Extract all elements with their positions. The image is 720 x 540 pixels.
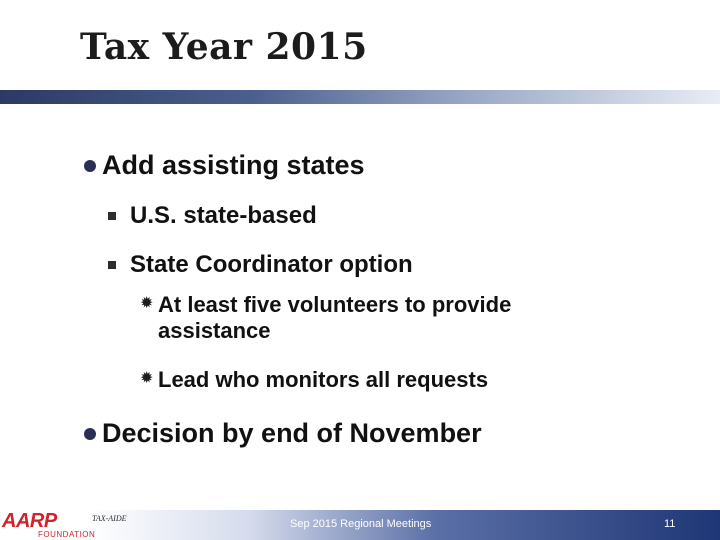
bullet-1-2-2 <box>140 367 620 393</box>
bullet-2-text: Decision by end of November <box>102 418 482 448</box>
gear-bullet-icon: ✹ <box>140 370 154 387</box>
gear-bullet-icon: ✹ <box>140 295 154 312</box>
aarp-logo: AARP <box>2 510 57 532</box>
tax-aide-label: TAX-AIDE <box>92 514 127 523</box>
bullet-1-2-2-text: Lead who monitors all requests <box>158 367 489 392</box>
page-number: 11 <box>664 518 676 530</box>
bullet-1-1 <box>108 202 317 230</box>
bullet-1-text: Add assisting states <box>102 150 365 180</box>
aarp-foundation-label: FOUNDATION <box>38 530 96 539</box>
bullet-1-2 <box>108 251 413 279</box>
footer-meeting-text: Sep 2015 Regional Meetings <box>290 518 432 530</box>
circle-bullet-icon <box>84 160 96 172</box>
bullet-1-2-1-line1: At least five volunteers to provide <box>158 292 512 317</box>
circle-bullet-icon <box>84 428 96 440</box>
bullet-2 <box>84 418 482 449</box>
square-bullet-icon <box>108 212 116 220</box>
square-bullet-icon <box>108 261 116 269</box>
bullet-1-2-text: State Coordinator option <box>130 251 413 278</box>
slide-title: Tax Year 2015 <box>80 26 368 68</box>
bullet-1-2-1 <box>140 292 620 344</box>
bullet-1-1-text: U.S. state-based <box>130 202 317 229</box>
bullet-1-2-1-line2: assistance <box>158 318 271 343</box>
bullet-1 <box>84 150 365 181</box>
title-underline-bar <box>0 90 720 104</box>
slide-footer <box>0 510 720 540</box>
